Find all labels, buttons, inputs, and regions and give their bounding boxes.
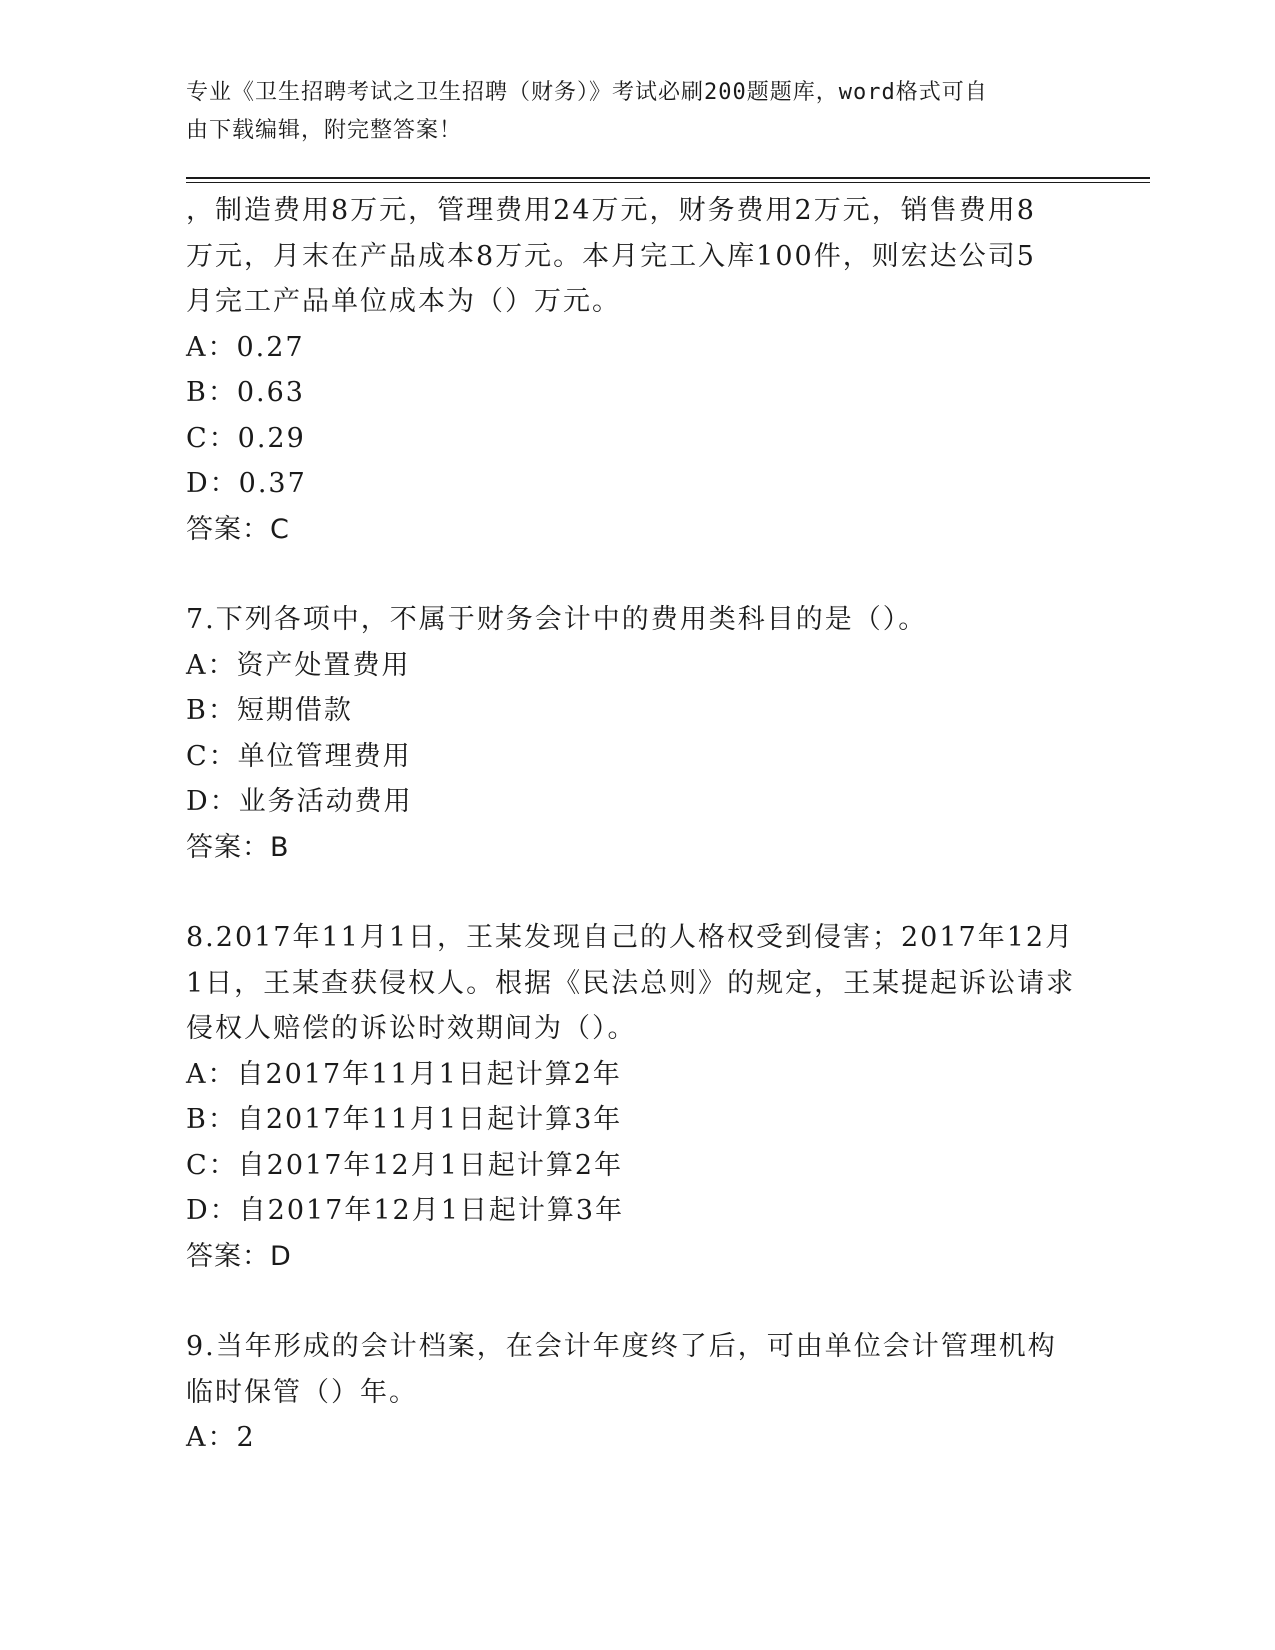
option-a: A：自2017年11月1日起计算2年 [186, 1058, 622, 1090]
header-line-1: 专业《卫生招聘考试之卫生招聘（财务）》考试必刷200题题库，word格式可自 [186, 80, 988, 105]
question-9 [186, 1324, 1086, 1461]
header-line-2: 由下载编辑，附完整答案！ [186, 118, 463, 143]
question-stem-line: 9.当年形成的会计档案，在会计年度终了后，可由单位会计管理机构 [186, 1331, 1057, 1362]
answer: 答案：C [186, 513, 290, 545]
document-header [186, 74, 1066, 150]
header-divider-thick [186, 177, 1150, 179]
option-a: A：2 [186, 1422, 256, 1453]
option-a: A：0.27 [186, 331, 305, 363]
option-d: D：0.37 [186, 468, 307, 499]
question-stem-line: 临时保管（）年。 [186, 1376, 418, 1408]
answer: 答案：B [186, 831, 290, 863]
option-c: C：单位管理费用 [186, 740, 412, 772]
option-c: C：0.29 [186, 422, 306, 454]
question-stem-line: 1日，王某查获侵权人。根据《民法总则》的规定，王某提起诉讼请求 [186, 967, 1076, 999]
question-content [186, 188, 1086, 1461]
option-b: B：短期借款 [186, 695, 353, 726]
answer: 答案：D [186, 1240, 292, 1272]
question-stem-line: 7.下列各项中，不属于财务会计中的费用类科目的是（）。 [186, 604, 928, 635]
question-8 [186, 915, 1086, 1279]
option-b: B：0.63 [186, 377, 305, 408]
option-a: A：资产处置费用 [186, 649, 411, 681]
question-stem-line: ，制造费用8万元，管理费用24万元，财务费用2万元，销售费用8 [186, 195, 1036, 226]
header-divider-thin [186, 182, 1150, 183]
option-b: B：自2017年11月1日起计算3年 [186, 1104, 623, 1135]
question-stem-line: 8.2017年11月1日，王某发现自己的人格权受到侵害；2017年12月 [186, 922, 1075, 953]
question-stem-line: 月完工产品单位成本为（）万元。 [186, 286, 621, 317]
option-d: D：业务活动费用 [186, 786, 413, 817]
question-stem-line: 侵权人赔偿的诉讼时效期间为（）。 [186, 1013, 637, 1044]
option-c: C：自2017年12月1日起计算2年 [186, 1149, 624, 1181]
question-7 [186, 597, 1086, 870]
question-6 [186, 188, 1086, 552]
option-d: D：自2017年12月1日起计算3年 [186, 1195, 625, 1226]
question-stem-line: 万元，月末在产品成本8万元。本月完工入库100件，则宏达公司5 [186, 240, 1036, 272]
